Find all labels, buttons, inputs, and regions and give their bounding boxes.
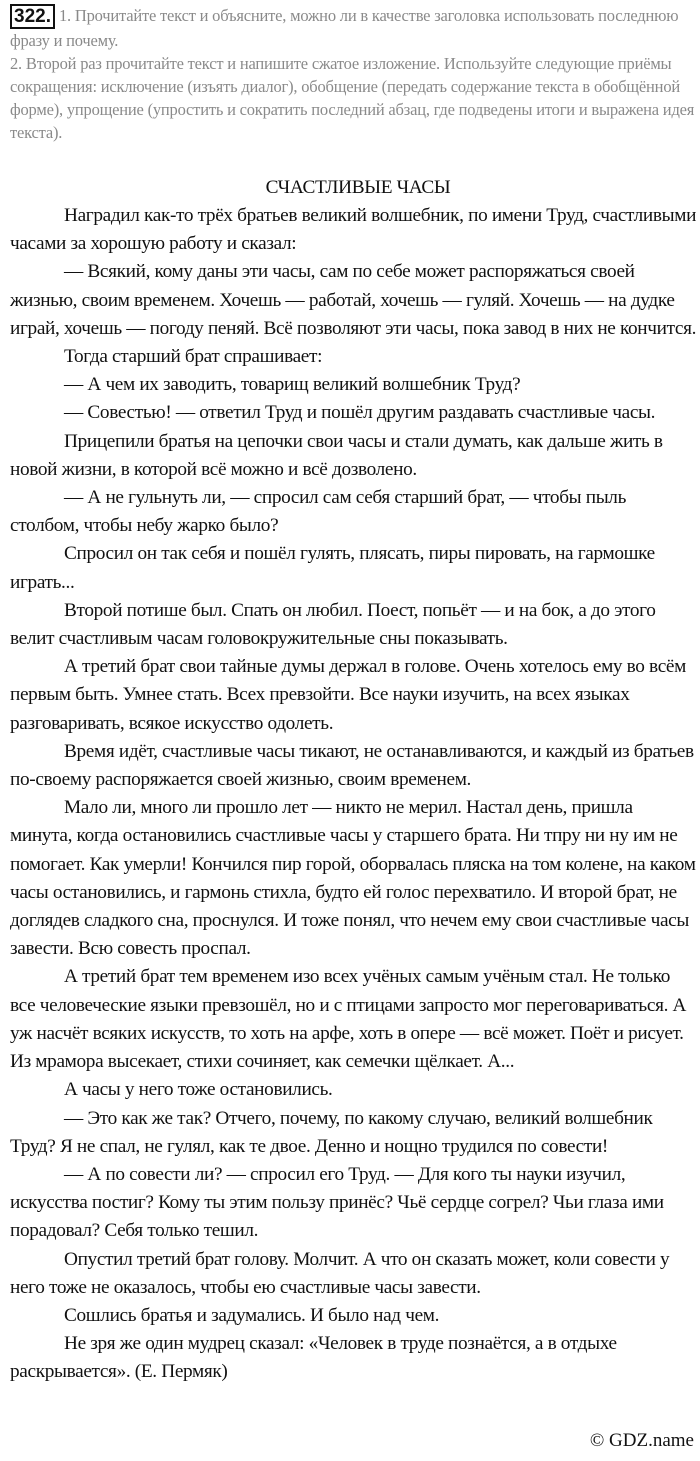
paragraph: Сошлись братья и задумались. И было над чем.: [64, 1304, 440, 1326]
paragraph: А часы у него тоже остановились.: [64, 1079, 333, 1101]
paragraph: — А по совести ли? — спросил его Труд. — Для кого ты науки изучил, искусства постиг? Кому ты этим пользу принёс? Чьё сердце согрел? Чьи глаза ими порадовал? Себя только тешил.: [10, 1163, 664, 1242]
paragraph: Не зря же один мудрец сказал: «Человек в труде познаётся, а в отдыхе раскрывается». (Е. Пермяк): [10, 1333, 617, 1383]
paragraph: Опустил третий брат голову. Молчит. А что он сказать может, коли совести у него тоже не оказалось, чтобы ею счастливые часы завести.: [10, 1248, 670, 1298]
story-title: СЧАСТЛИВЫЕ ЧАСЫ: [265, 177, 451, 198]
paragraph: Наградил как-то трёх братьев великий волшебник, по имени Труд, счастливыми часами за хорошую работу и сказал:: [10, 205, 697, 255]
paragraph: — Это как же так? Отчего, почему, по какому случаю, великий волшебник Труд? Я не спал, не гулял, как те двое. Денно и нощно трудился по совести!: [10, 1107, 653, 1157]
paragraph: Второй потише был. Спать он любил. Поест, попьёт — и на бок, а до этого велит счастливым часам головокружительные сны показывать.: [10, 599, 656, 650]
story: [10, 174, 698, 1387]
paragraph: Тогда старший брат спрашивает:: [64, 346, 323, 368]
paragraph: А третий брат свои тайные думы держал в голове. Очень хотелось ему во всём первым быть. Умнее стать. Всех превзойти. Все науки изучить, на всех языках разговаривать, всякое искусство одолеть.: [10, 656, 686, 734]
paragraph: А третий брат тем временем изо всех учёных самым учёным стал. Не только все человеческие языки превзошёл, но и с птицами запросто мог переговариваться. А уж насчёт всяких искусств, то хоть на арфе, хоть в опере — всё может. Поёт и рисует. Из мрамора высекает, стихи сочиняет, как семечки щёлкает. А...: [10, 966, 687, 1073]
instruction-2: 2. Второй раз прочитайте текст и напишите сжатое изложение. Используйте следующие приёмы сокращения: исключение (изъять диалог), обобщение (передать содержание текста в обобщённой форме), упрощение (упростить и сократить последний абзац, где подведены итоги и выражена идея текста).: [10, 54, 695, 142]
paragraph: Прицепили братья на цепочки свои часы и стали думать, как дальше жить в новой жизни, в которой всё можно и всё дозволено.: [10, 430, 663, 480]
instruction-1: [10, 4, 696, 52]
exercise-number: 322.: [10, 4, 55, 29]
paragraph: Мало ли, много ли прошло лет — никто не мерил. Настал день, пришла минута, когда остановились счастливые часы у старшего брата. Ни тпру ни ну им не помогает. Как умерли! Кончился пир горой, оборвалась пляска на том колене, на каком часы остановились, и гармонь стихла, будто ей голос перехватило. И второй брат, не доглядев сладкого сна, проснулся. И тоже понял, что нечем ему свои счастливые часы завести. Всю совесть проспал.: [10, 797, 696, 960]
paragraph: — Всякий, кому даны эти часы, сам по себе может распоряжаться своей жизнью, своим временем. Хочешь — работай, хочешь — гуляй. Хочешь — на дудке играй, хочешь — погоду пеняй. Всё позволяют эти часы, пока завод в них не кончится.: [10, 261, 697, 339]
exercise-task: [10, 4, 696, 144]
watermark: © GDZ.name: [589, 1430, 694, 1451]
paragraph: — А не гульнуть ли, — спросил сам себя старший брат, — чтобы пыль столбом, чтобы небу жарко было?: [10, 487, 627, 537]
paragraph: Время идёт, счастливые часы тикают, не останавливаются, и каждый из братьев по-своему распоряжается своей жизнью, своим временем.: [10, 740, 694, 791]
paragraph: Спросил он так себя и пошёл гулять, плясать, пиры пировать, на гармошке играть...: [10, 543, 655, 593]
instruction-1-text: 1. Прочитайте текст и объясните, можно ли в качестве заголовка использовать последнюю фразу и почему.: [10, 6, 679, 50]
paragraph: — А чем их заводить, товарищ великий волшебник Труд?: [64, 374, 521, 396]
paragraph: — Совестью! — ответил Труд и пошёл другим раздавать счастливые часы.: [64, 402, 656, 424]
